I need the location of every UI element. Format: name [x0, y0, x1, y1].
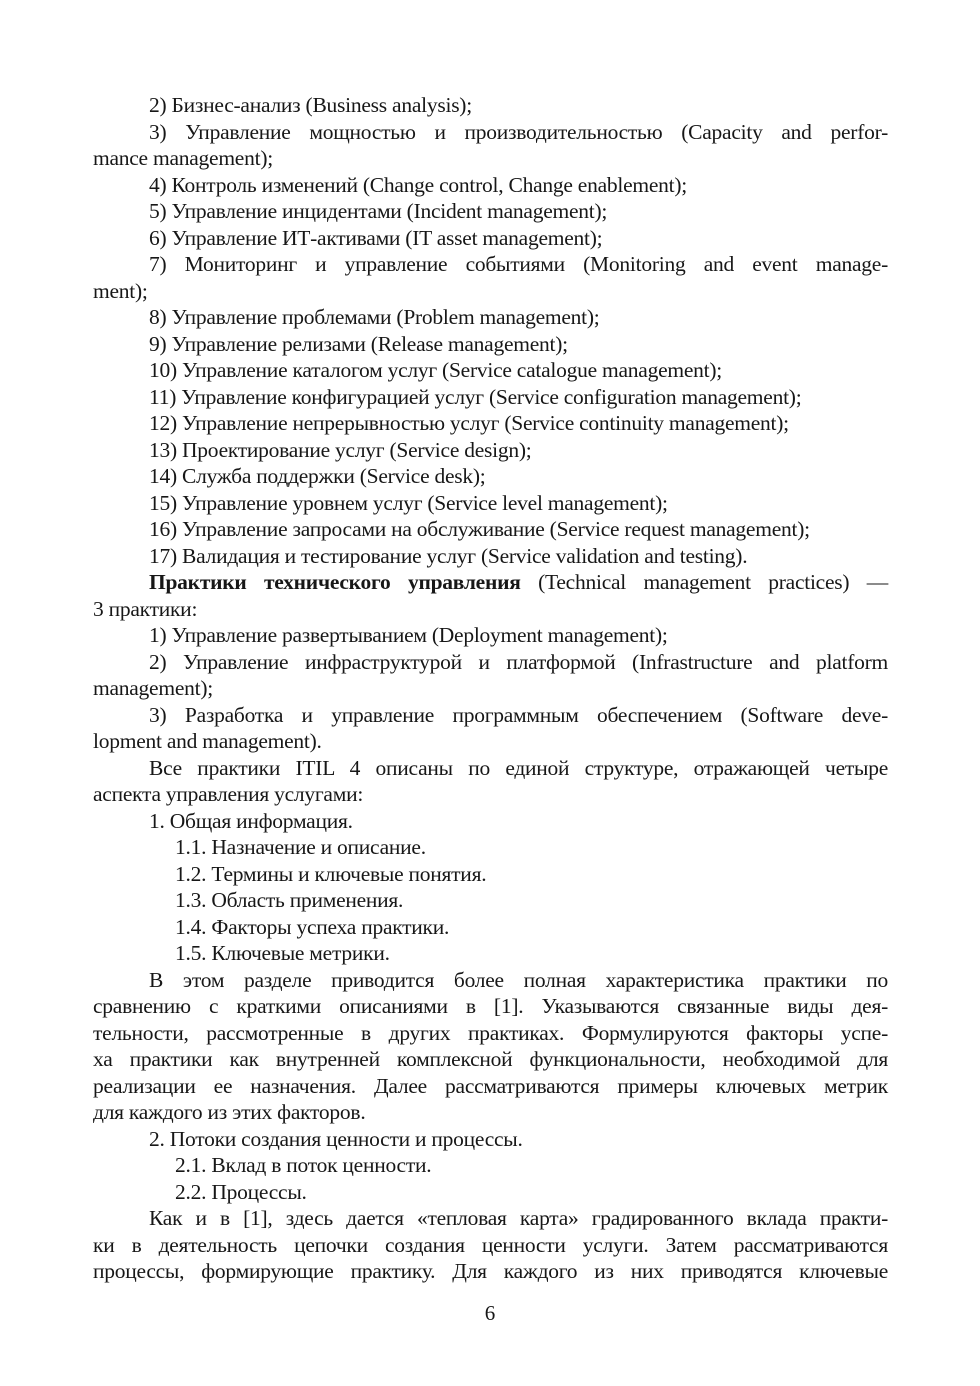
text-line	[93, 251, 888, 278]
paragraph	[93, 92, 888, 119]
paragraph	[93, 251, 888, 304]
paragraph	[93, 437, 888, 464]
text-line	[93, 1232, 888, 1259]
paragraph	[93, 1179, 888, 1206]
text-line	[93, 384, 888, 411]
text-run: 2. Потоки создания ценности и процессы.	[149, 1126, 523, 1151]
text-line	[93, 198, 888, 225]
text-line	[93, 1099, 888, 1126]
text-line	[93, 225, 888, 252]
text-line	[93, 1179, 888, 1206]
paragraph	[93, 808, 888, 835]
text-line	[93, 172, 888, 199]
paragraph	[93, 198, 888, 225]
paragraph	[93, 1205, 888, 1285]
paragraph	[93, 622, 888, 649]
text-run: Как и в [1], здесь дается «тепловая карта» градированного вклада практи-	[149, 1206, 888, 1230]
text-line	[93, 1205, 888, 1232]
paragraph	[93, 887, 888, 914]
paragraph	[93, 490, 888, 517]
text-line	[93, 622, 888, 649]
paragraph	[93, 861, 888, 888]
text-run: тельности, рассмотренные в других практиках. Формулируются факторы успе-	[93, 1020, 888, 1045]
text-run: 1.1. Назначение и описание.	[175, 835, 426, 859]
text-line	[93, 490, 888, 517]
text-run: lopment and management).	[93, 729, 322, 753]
text-run: 15) Управление уровнем услуг (Service level management);	[149, 490, 668, 515]
text-run: 3 практики:	[93, 596, 198, 621]
text-line	[93, 1258, 888, 1285]
text-line	[93, 92, 888, 119]
text-line	[93, 914, 888, 941]
text-run: 1.4. Факторы успеха практики.	[175, 914, 450, 939]
text-run: 4) Контроль изменений (Change control, Change enablement);	[149, 172, 688, 197]
text-run: 6) Управление ИТ-активами (IT asset management);	[149, 225, 603, 250]
text-run: 1.2. Термины и ключевые понятия.	[175, 861, 487, 886]
paragraph	[93, 543, 888, 570]
text-line	[93, 755, 888, 782]
text-run: 10) Управление каталогом услуг (Service catalogue management);	[149, 358, 722, 382]
text-run: 9) Управление релизами (Release management);	[149, 331, 568, 356]
text-line	[93, 278, 888, 305]
text-run: ха практики как внутренней комплексной функциональности, необходимой для	[93, 1047, 888, 1071]
paragraph	[93, 463, 888, 490]
text-line	[93, 728, 888, 755]
bold-text-run: Практики технического управления	[149, 570, 521, 594]
text-run: (Technical management practices) —	[520, 570, 888, 594]
text-line	[93, 649, 888, 676]
text-line	[93, 1152, 888, 1179]
text-line	[93, 119, 888, 146]
text-run: ment);	[93, 278, 148, 303]
paragraph	[93, 331, 888, 358]
paragraph	[93, 304, 888, 331]
paragraph	[93, 384, 888, 411]
text-line	[93, 1046, 888, 1073]
text-line	[93, 675, 888, 702]
paragraph	[93, 172, 888, 199]
text-line	[93, 834, 888, 861]
text-line	[93, 993, 888, 1020]
text-line	[93, 967, 888, 994]
paragraph	[93, 967, 888, 1126]
text-run: ки в деятельность цепочки создания ценности услуги. Затем рассматриваются	[93, 1232, 888, 1257]
text-line	[93, 569, 888, 596]
text-run: 2) Бизнес-анализ (Business analysis);	[149, 93, 472, 117]
paragraph	[93, 649, 888, 702]
text-run: 1.5. Ключевые метрики.	[175, 941, 390, 965]
text-line	[93, 596, 888, 623]
text-run: 3) Разработка и управление программным обеспечением (Software deve-	[149, 702, 888, 727]
paragraph	[93, 834, 888, 861]
text-line	[93, 781, 888, 808]
text-line	[93, 543, 888, 570]
text-run: 1) Управление развертыванием (Deployment management);	[149, 623, 668, 647]
text-run: аспекта управления услугами:	[93, 782, 364, 806]
text-run: 2.1. Вклад в поток ценности.	[175, 1153, 432, 1177]
text-run: Все практики ITIL 4 описаны по единой структуре, отражающей четыре	[149, 755, 888, 780]
paragraph	[93, 1126, 888, 1153]
text-line	[93, 887, 888, 914]
text-run: 8) Управление проблемами (Problem management);	[149, 305, 600, 329]
text-run: реализации ее назначения. Далее рассматриваются примеры ключевых метрик	[93, 1073, 888, 1098]
text-line	[93, 463, 888, 490]
text-run: 16) Управление запросами на обслуживание (Service request management);	[149, 517, 810, 541]
text-run: 3) Управление мощностью и производительностью (Capacity and perfor-	[149, 119, 888, 144]
text-run: 2) Управление инфраструктурой и платформой (Infrastructure and platform	[149, 649, 888, 674]
text-run: 7) Мониторинг и управление событиями (Monitoring and event manage-	[149, 252, 888, 276]
text-line	[93, 304, 888, 331]
text-line	[93, 1126, 888, 1153]
page-body	[93, 92, 888, 1285]
text-run: 2.2. Процессы.	[175, 1179, 307, 1204]
paragraph	[93, 225, 888, 252]
text-line	[93, 1073, 888, 1100]
text-run: management);	[93, 676, 213, 700]
text-run: 17) Валидация и тестирование услуг (Service validation and testing).	[149, 543, 748, 568]
text-run: mance management);	[93, 146, 273, 170]
text-line	[93, 808, 888, 835]
text-line	[93, 145, 888, 172]
text-run: 5) Управление инцидентами (Incident management);	[149, 199, 608, 223]
text-run: 1.3. Область применения.	[175, 888, 404, 912]
paragraph	[93, 357, 888, 384]
text-line	[93, 1020, 888, 1047]
paragraph	[93, 914, 888, 941]
text-line	[93, 861, 888, 888]
text-run: для каждого из этих факторов.	[93, 1100, 366, 1124]
paragraph	[93, 755, 888, 808]
paragraph	[93, 1152, 888, 1179]
paragraph	[93, 702, 888, 755]
paragraph	[93, 410, 888, 437]
text-line	[93, 702, 888, 729]
text-run: 12) Управление непрерывностью услуг (Service continuity management);	[149, 411, 789, 435]
paragraph	[93, 119, 888, 172]
text-line	[93, 437, 888, 464]
paragraph	[93, 516, 888, 543]
page-number: 6	[484, 1301, 496, 1325]
text-line	[93, 940, 888, 967]
text-run: 13) Проектирование услуг (Service design);	[149, 437, 532, 462]
text-run: 1. Общая информация.	[149, 808, 353, 833]
paragraph	[93, 569, 888, 622]
text-run: В этом разделе приводится более полная характеристика практики по	[149, 967, 888, 992]
text-line	[93, 357, 888, 384]
text-line	[93, 331, 888, 358]
paragraph	[93, 940, 888, 967]
text-run: 14) Служба поддержки (Service desk);	[149, 464, 486, 488]
text-line	[93, 410, 888, 437]
text-line	[93, 516, 888, 543]
text-run: процессы, формирующие практику. Для каждого из них приводятся ключевые	[93, 1259, 888, 1283]
text-run: сравнению с краткими описаниями в [1]. Указываются связанные виды дея-	[93, 994, 888, 1018]
text-run: 11) Управление конфигурацией услуг (Service configuration management);	[149, 384, 802, 409]
